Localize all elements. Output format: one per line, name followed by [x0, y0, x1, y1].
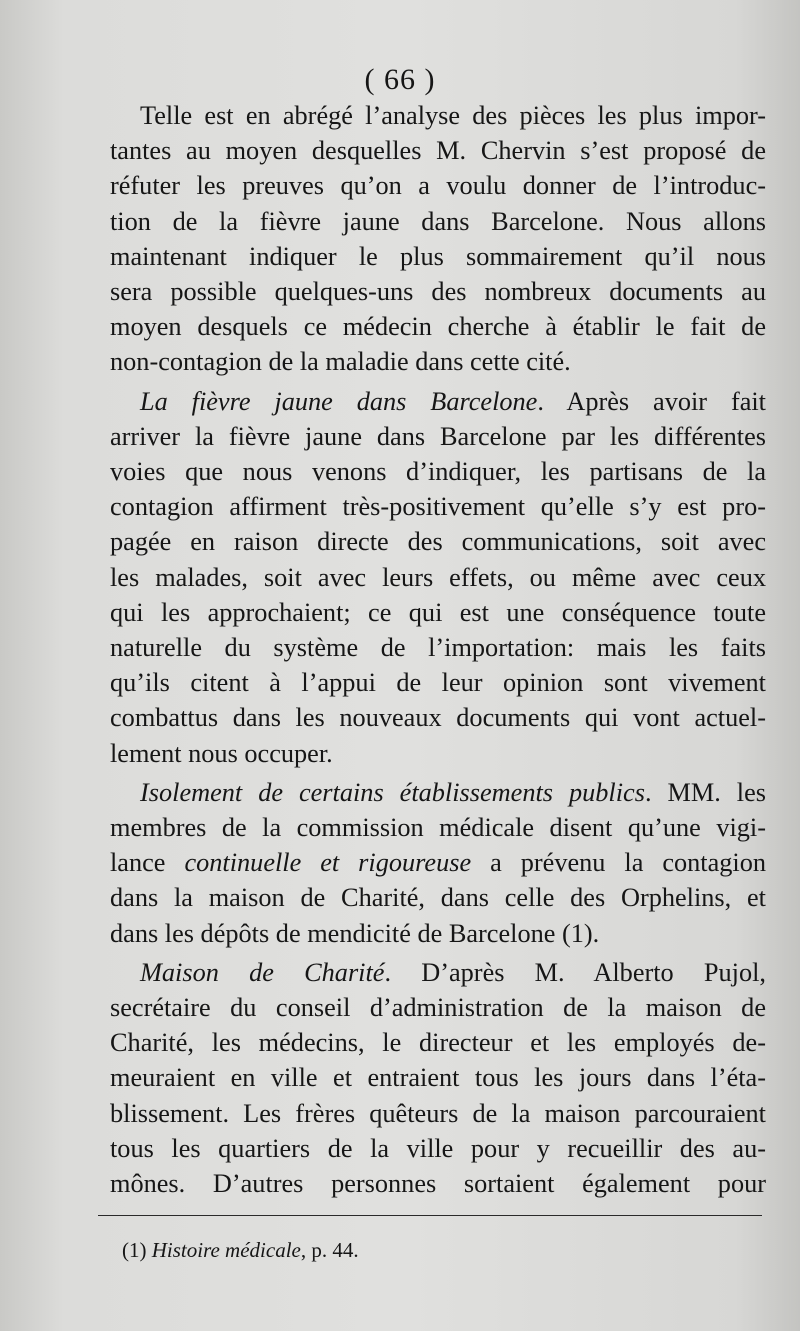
footnote: [122, 1236, 359, 1264]
section-heading: La fièvre jaune dans Barcelone: [140, 386, 538, 416]
text-run: . Après avoir fait: [537, 386, 766, 416]
text-line: moyen desquels ce médecin cherche à établir le fait de: [110, 312, 766, 342]
text-line: les malades, soit avec leurs effets, ou même avec ceux: [110, 562, 766, 592]
footnote-marker: (1): [122, 1238, 147, 1262]
footnote-rule: [98, 1215, 762, 1216]
text-line: maintenant indiquer le plus sommairement qu’il nous: [110, 241, 766, 271]
text-line: tantes au moyen desquelles M. Chervin s’est proposé de: [110, 136, 766, 166]
paragraph-2: [110, 384, 766, 771]
text-line: lement nous occuper.: [110, 738, 333, 768]
section-heading: Maison de Charité: [140, 957, 385, 987]
text-run: lance: [110, 848, 185, 878]
italic-phrase: continuelle et rigoureuse: [184, 848, 472, 878]
text-line: secrétaire du conseil d’administration de la maison de: [110, 993, 766, 1023]
text-line: qu’ils citent à l’appui de leur opinion sont vivement: [110, 668, 766, 698]
text-line: Telle est en abrégé l’analyse des pièces les plus impor-: [140, 101, 766, 130]
text-line: dans les dépôts de mendicité de Barcelone (1).: [110, 918, 600, 948]
text-line: pagée en raison directe des communications, soit avec: [110, 527, 766, 557]
text-line: [110, 955, 766, 990]
footnote-rest: , p. 44.: [300, 1238, 359, 1262]
text-line: combattus dans les nouveaux documents qui vont actuel-: [110, 703, 766, 733]
section-heading: Isolement de certains établissements publics: [140, 777, 645, 807]
footnote-title: Histoire médicale: [151, 1238, 301, 1262]
page-number: ( 66 ): [364, 63, 436, 96]
paragraph-3: [110, 775, 766, 951]
text-line: Charité, les médecins, le directeur et les employés de-: [110, 1028, 766, 1058]
text-line: mônes. D’autres personnes sortaient également pour: [110, 1169, 766, 1199]
text-line: [110, 775, 766, 810]
text-line: non-contagion de la maladie dans cette cité.: [110, 347, 571, 377]
text-line: dans la maison de Charité, dans celle des Orphelins, et: [110, 883, 766, 913]
text-line: voies que nous venons d’indiquer, les partisans de la: [110, 457, 766, 487]
text-line: réfuter les preuves qu’on a voulu donner de l’introduc-: [110, 171, 766, 201]
text-line: meuraient en ville et entraient tous les jours dans l’éta-: [110, 1063, 766, 1093]
text-line: arriver la fièvre jaune dans Barcelone par les différentes: [110, 421, 766, 451]
paragraph-1: [110, 98, 766, 380]
text-line: blissement. Les frères quêteurs de la maison parcouraient: [110, 1098, 766, 1128]
text-line: naturelle du système de l’importation: mais les faits: [110, 633, 766, 663]
text-line: membres de la commission médicale disent qu’une vigi-: [110, 813, 766, 843]
text-run: . D’après M. Alberto Pujol,: [384, 957, 767, 987]
body-text: [110, 98, 766, 1201]
text-line: tion de la fièvre jaune dans Barcelone. Nous allons: [110, 206, 766, 236]
text-line: [110, 845, 766, 880]
text-run: a prévenu la contagion: [490, 848, 767, 878]
text-line: tous les quartiers de la ville pour y recueillir des au-: [110, 1133, 766, 1163]
text-line: [110, 384, 766, 419]
paragraph-4: [110, 955, 766, 1201]
text-line: sera possible quelques-uns des nombreux documents au: [110, 277, 766, 307]
text-line: qui les approchaient; ce qui est une conséquence toute: [110, 597, 766, 627]
text-line: contagion affirment très-positivement qu’elle s’y est pro-: [110, 492, 766, 522]
text-run: . MM. les: [644, 777, 766, 807]
